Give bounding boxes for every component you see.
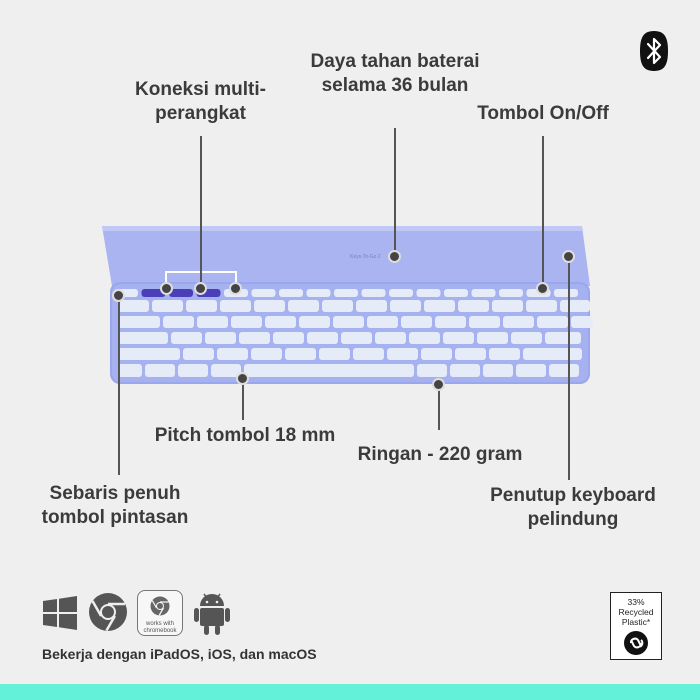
battery-label: Daya tahan baterai selama 36 bulan	[310, 51, 480, 96]
keyboard-key	[279, 289, 303, 297]
pitch-callout-line	[242, 380, 244, 420]
keyboard-key	[499, 289, 523, 297]
keyboard-key	[356, 300, 387, 312]
power-callout-dot	[536, 282, 549, 295]
chromebook-icon: works with chromebook	[137, 590, 183, 636]
keyboard-key	[424, 300, 455, 312]
android-icon	[194, 590, 230, 636]
cover-callout-line	[568, 258, 570, 480]
pitch-callout-dot	[236, 372, 249, 385]
keyboard-key	[239, 332, 270, 344]
battery-callout-dot	[388, 250, 401, 263]
keyboard-key	[334, 289, 358, 297]
keyboard-key	[118, 348, 180, 360]
keyboard-key	[526, 300, 557, 312]
keyboard-key	[483, 364, 513, 377]
keyboard-key	[367, 316, 398, 328]
pitch-label: Pitch tombol 18 mm	[154, 425, 336, 446]
keyboard-key	[307, 332, 338, 344]
keyboard-key	[341, 332, 372, 344]
weight-callout-line	[438, 386, 440, 430]
weight-label: Ringan - 220 gram	[357, 444, 523, 465]
keyboard-key	[458, 300, 489, 312]
keyboard-key	[409, 332, 440, 344]
keyboard-key	[362, 289, 386, 297]
keyboard-key	[145, 364, 175, 377]
shortcut-callout-dot	[112, 289, 125, 302]
multi-device-callout-line	[200, 136, 202, 282]
keyboard-key	[549, 364, 579, 377]
recycled-percent: 33%	[627, 597, 645, 607]
keyboard-key	[273, 332, 304, 344]
keyboard-key	[375, 332, 406, 344]
keyboard-key	[503, 316, 534, 328]
easy-switch-dot-1	[160, 282, 173, 295]
keyboard-key	[252, 289, 276, 297]
shortcut-callout-line	[118, 295, 120, 475]
keyboard-key	[186, 300, 217, 312]
battery-callout-line	[394, 128, 396, 256]
weight-callout-dot	[432, 378, 445, 391]
easy-switch-dot-3	[229, 282, 242, 295]
keyboard-key	[353, 348, 384, 360]
keyboard-key	[244, 364, 414, 377]
keyboard-key	[118, 332, 168, 344]
keyboard-key	[152, 300, 183, 312]
keyboard-key	[545, 332, 581, 344]
keyboard-key	[285, 348, 316, 360]
accent-bar	[0, 684, 700, 700]
keyboard-key	[472, 289, 496, 297]
keyboard-key	[254, 300, 285, 312]
keyboard-key	[307, 289, 331, 297]
keyboard-key	[401, 316, 432, 328]
keyboard-key	[118, 316, 160, 328]
keyboard-key	[537, 316, 568, 328]
keyboard-key	[220, 300, 251, 312]
keyboard-key	[319, 348, 350, 360]
keyboard-key	[571, 316, 593, 328]
easy-switch-dot-2	[194, 282, 207, 295]
keyboard-key	[444, 289, 468, 297]
keyboard-key	[450, 364, 480, 377]
keyboard-key	[197, 316, 228, 328]
power-callout-line	[542, 136, 544, 282]
windows-icon	[42, 596, 78, 630]
multi-device-label: Koneksi multi- perangkat	[135, 79, 266, 124]
keyboard-key	[118, 300, 149, 312]
keyboard-key	[387, 348, 418, 360]
keyboard-key	[469, 316, 500, 328]
recycled-plastic-badge	[610, 592, 662, 660]
keyboard-key	[322, 300, 353, 312]
recycled-word: Recycled	[618, 607, 654, 617]
keyboard-key	[205, 332, 236, 344]
power-label: Tombol On/Off	[477, 103, 609, 124]
keyboard-key	[171, 332, 202, 344]
keyboard-key	[455, 348, 486, 360]
keyboard-key	[560, 300, 590, 312]
keyboard-key	[516, 364, 546, 377]
keyboard-key	[288, 300, 319, 312]
cover-callout-dot	[562, 250, 575, 263]
keyboard-key	[421, 348, 452, 360]
recycled-material: Plastic*	[621, 617, 651, 627]
chrome-icon	[88, 592, 128, 632]
keyboard-key	[333, 316, 364, 328]
keyboard-key	[118, 364, 142, 377]
keyboard-key	[435, 316, 466, 328]
keyboard-key	[251, 348, 282, 360]
keyboard-key	[511, 332, 542, 344]
keyboard-key	[523, 348, 582, 360]
keyboard-key	[183, 348, 214, 360]
keyboard-key	[390, 300, 421, 312]
keyboard-key	[299, 316, 330, 328]
keyboard-key	[489, 348, 520, 360]
keyboard-key	[389, 289, 413, 297]
keyboard-key	[163, 316, 194, 328]
keyboard-key	[443, 332, 474, 344]
keyboard-key	[417, 289, 441, 297]
keyboard-key	[477, 332, 508, 344]
keyboard-brand: Keys-To-Go 2	[350, 254, 381, 260]
shortcut-label: Sebaris penuh tombol pintasan	[41, 483, 189, 528]
keyboard-key	[178, 364, 208, 377]
keyboard-key	[217, 348, 248, 360]
keyboard-key	[492, 300, 523, 312]
keyboard-key	[231, 316, 262, 328]
keyboard-key	[554, 289, 578, 297]
recycle-icon	[623, 630, 649, 656]
cover-label: Penutup keyboard pelindung	[490, 485, 656, 530]
keyboard-key	[417, 364, 447, 377]
keyboard-key	[265, 316, 296, 328]
compatibility-text: Bekerja dengan iPadOS, iOS, dan macOS	[42, 646, 317, 662]
